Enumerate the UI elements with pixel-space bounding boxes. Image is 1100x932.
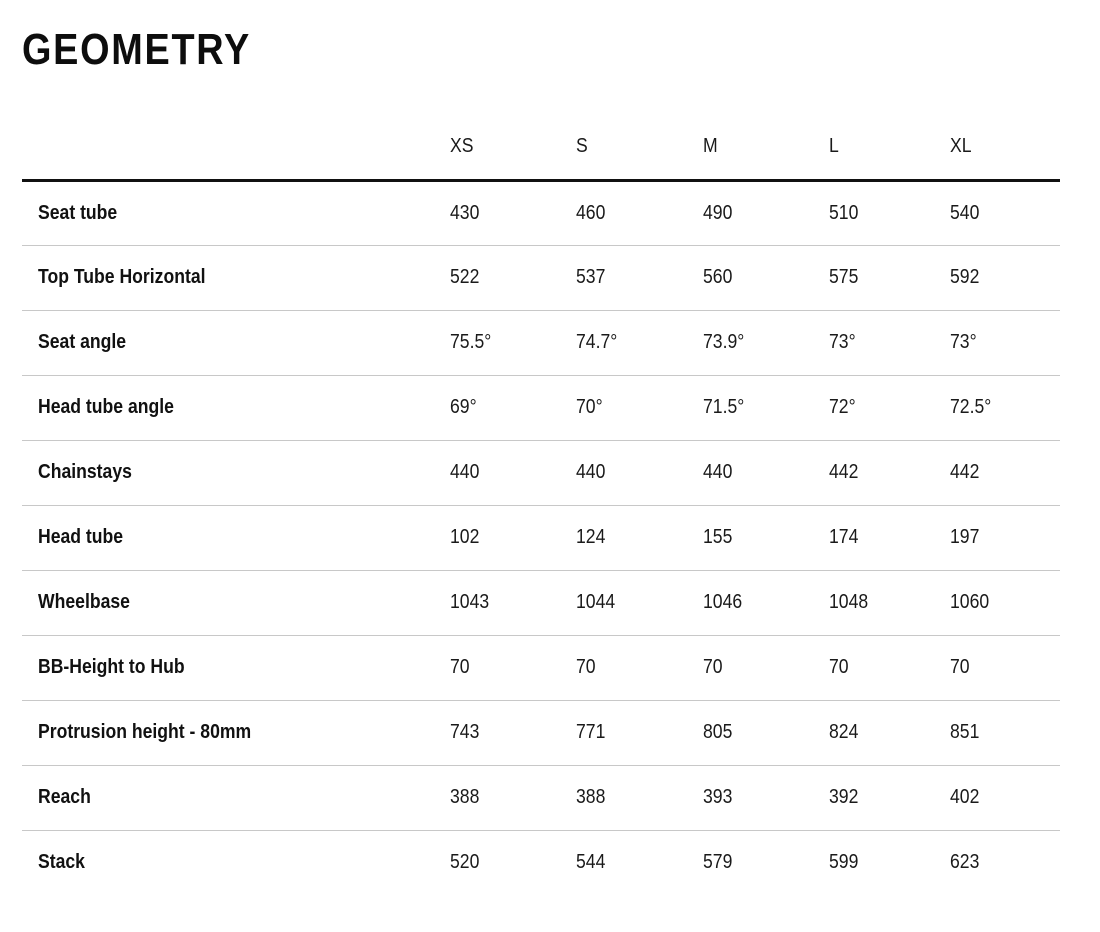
table-cell: 522 xyxy=(450,245,576,310)
column-header-label: L xyxy=(829,134,839,157)
table-cell: 388 xyxy=(450,765,576,830)
row-label: Reach xyxy=(22,765,450,830)
table-row xyxy=(22,700,1060,765)
column-header-xs xyxy=(450,114,576,180)
row-label: Top Tube Horizontal xyxy=(22,245,450,310)
table-cell: 70 xyxy=(576,635,703,700)
row-label: Stack xyxy=(38,851,85,874)
table-cell: 592 xyxy=(950,245,1060,310)
table-row xyxy=(22,310,1060,375)
table-cell: 805 xyxy=(703,700,829,765)
column-header-label: XL xyxy=(950,134,972,157)
table-cell: 70 xyxy=(950,635,1060,700)
table-cell: 402 xyxy=(950,765,1060,830)
row-label: Seat tube xyxy=(22,180,450,245)
table-cell: 537 xyxy=(576,245,703,310)
table-cell: 73° xyxy=(829,310,950,375)
table-row xyxy=(22,180,1060,245)
column-header-xl xyxy=(950,114,1060,180)
table-cell: 623 xyxy=(950,851,980,874)
table-row xyxy=(22,375,1060,440)
table-cell: 1048 xyxy=(829,570,950,635)
table-cell: 743 xyxy=(450,700,576,765)
table-cell: 155 xyxy=(703,505,829,570)
page-title: GEOMETRY xyxy=(22,25,251,74)
row-label: Protrusion height - 80mm xyxy=(22,700,450,765)
table-cell: 102 xyxy=(450,505,576,570)
row-label: Chainstays xyxy=(22,440,450,505)
geometry-table xyxy=(22,114,1060,895)
table-cell: 174 xyxy=(829,505,950,570)
table-row xyxy=(22,245,1060,310)
table-cell: 71.5° xyxy=(703,375,829,440)
column-header-label: XS xyxy=(450,134,474,157)
table-cell: 69° xyxy=(450,375,576,440)
header-row xyxy=(22,114,1060,180)
table-cell: 392 xyxy=(829,765,950,830)
table-cell: 540 xyxy=(950,180,1060,245)
table-row xyxy=(22,830,1060,895)
table-row xyxy=(22,765,1060,830)
table-cell: 599 xyxy=(829,851,859,874)
table-cell: 510 xyxy=(829,180,950,245)
header-label-cell xyxy=(22,114,450,180)
table-cell: 430 xyxy=(450,180,576,245)
table-cell: 460 xyxy=(576,180,703,245)
column-header-l xyxy=(829,114,950,180)
table-cell: 1043 xyxy=(450,570,576,635)
table-cell: 72° xyxy=(829,375,950,440)
column-header-m xyxy=(703,114,829,180)
table-cell: 70 xyxy=(703,635,829,700)
table-cell: 442 xyxy=(950,440,1060,505)
table-row xyxy=(22,570,1060,635)
table-cell: 1044 xyxy=(576,570,703,635)
table-cell: 70 xyxy=(450,635,576,700)
column-header-label: S xyxy=(576,134,588,157)
column-header-s xyxy=(576,114,703,180)
table-cell: 579 xyxy=(703,851,733,874)
table-cell: 544 xyxy=(576,851,606,874)
table-cell: 70 xyxy=(829,635,950,700)
row-label: Head tube xyxy=(22,505,450,570)
table-cell: 70° xyxy=(576,375,703,440)
table-cell: 197 xyxy=(950,505,1060,570)
table-cell: 520 xyxy=(450,851,480,874)
table-cell: 73.9° xyxy=(703,310,829,375)
row-label: BB-Height to Hub xyxy=(22,635,450,700)
table-cell: 1060 xyxy=(950,570,1060,635)
table-cell: 72.5° xyxy=(950,375,1060,440)
table-row xyxy=(22,505,1060,570)
table-cell: 490 xyxy=(703,180,829,245)
row-label: Seat angle xyxy=(22,310,450,375)
table-cell: 824 xyxy=(829,700,950,765)
column-header-label: M xyxy=(703,134,718,157)
table-cell: 440 xyxy=(703,440,829,505)
table-cell: 388 xyxy=(576,765,703,830)
table-row xyxy=(22,440,1060,505)
table-cell: 440 xyxy=(450,440,576,505)
table-cell: 74.7° xyxy=(576,310,703,375)
table-cell: 560 xyxy=(703,245,829,310)
table-cell: 393 xyxy=(703,765,829,830)
row-label: Head tube angle xyxy=(22,375,450,440)
table-cell: 1046 xyxy=(703,570,829,635)
table-cell: 124 xyxy=(576,505,703,570)
table-cell: 771 xyxy=(576,700,703,765)
table-cell: 73° xyxy=(950,310,1060,375)
row-label: Wheelbase xyxy=(22,570,450,635)
table-cell: 851 xyxy=(950,700,1060,765)
table-cell: 575 xyxy=(829,245,950,310)
table-row xyxy=(22,635,1060,700)
table-cell: 442 xyxy=(829,440,950,505)
table-cell: 75.5° xyxy=(450,310,576,375)
table-cell: 440 xyxy=(576,440,703,505)
